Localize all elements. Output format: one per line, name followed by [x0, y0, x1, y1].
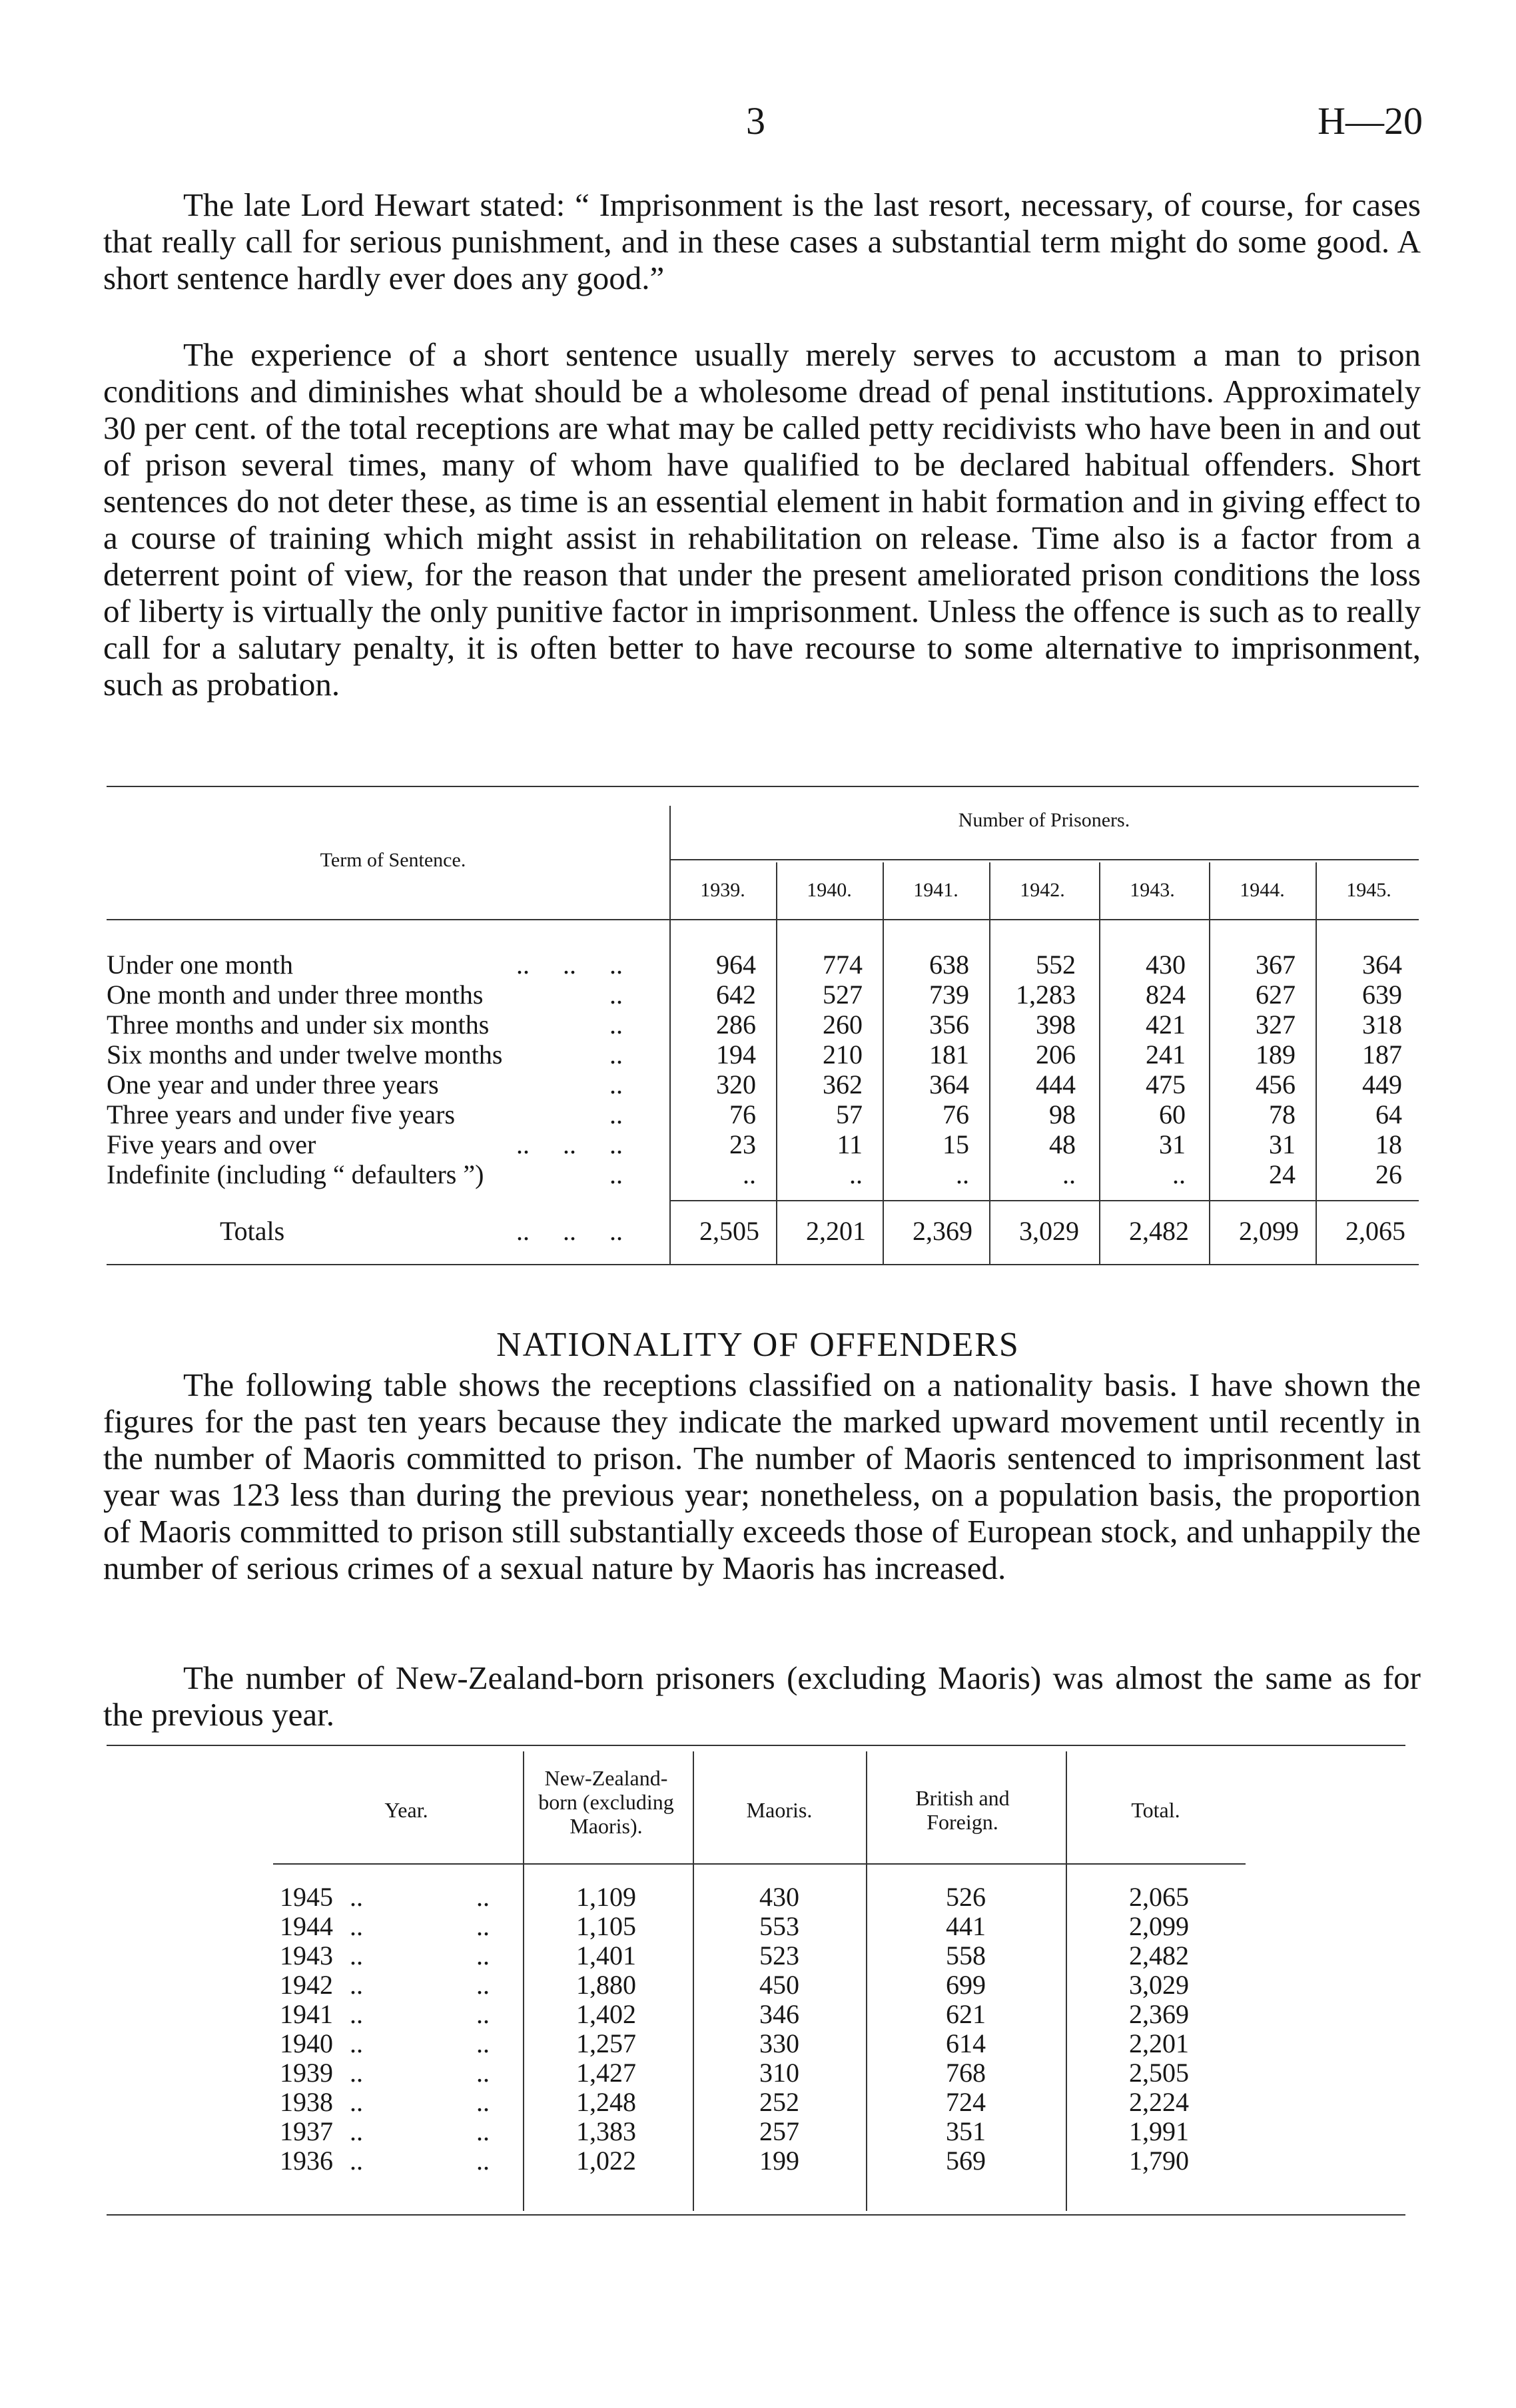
total-cell: 2,369	[1129, 1999, 1189, 2029]
report-code: H—20	[1318, 99, 1423, 143]
sentence-cell: 320	[716, 1069, 756, 1099]
sentence-row-label: One month and under three months	[107, 980, 484, 1010]
nz-born-cell: 1,022	[576, 2146, 636, 2176]
total-cell: 2,099	[1239, 1216, 1299, 1246]
sentence-cell: 60	[1159, 1099, 1186, 1129]
leader-dots: ..	[476, 2146, 490, 2176]
leader-dots: ..	[476, 2028, 490, 2058]
leader-dots: ..	[609, 980, 623, 1010]
leader-dots: ..	[476, 1911, 490, 1941]
nz-born-cell: 1,248	[576, 2087, 636, 2117]
sentence-cell: 627	[1256, 980, 1296, 1010]
column-divider	[1316, 862, 1317, 1265]
sentence-cell: 11	[837, 1129, 863, 1159]
header-nz-born-line: Maoris).	[569, 1814, 643, 1838]
sentence-cell: 475	[1146, 1069, 1186, 1099]
sentence-row-label: Three months and under six months	[107, 1010, 490, 1040]
total-cell: 3,029	[1019, 1216, 1079, 1246]
paragraph-short-sentence: The experience of a short sentence usually merely serves to accustom a man to prison conditions and diminishes what should be a wholesome dread of penal institutions. Approximately 30 per cent. of the total receptions are what may be called petty recidivists who have been in and out of prison several times, many of whom have qualified to be declared habitual offenders. Short sentences do not deter these, as time is an essential element in habit formation and in giving effect to a course of training which might assist in rehabilitation on release. Time also is a factor from a deterrent point of view, for the reason that under the present ameliorated prison conditions the loss of liberty is virtually the only punitive factor in imprisonment. Unless the offence is such as to really call for a salutary penalty, it is often better to have recourse to some alternative to imprisonment, such as probation.	[103, 336, 1421, 703]
sentence-row-label: One year and under three years	[107, 1069, 439, 1099]
sentence-cell: ..	[743, 1159, 756, 1189]
header-british-line: Foreign.	[927, 1810, 998, 1834]
british-cell: 526	[946, 1882, 986, 1912]
sentence-row-label: Under one month	[107, 950, 293, 980]
leader-dots: ..	[476, 2116, 490, 2146]
sentence-cell: 15	[943, 1129, 969, 1159]
sentence-cell: 24	[1269, 1159, 1296, 1189]
year-header: 1943.	[1130, 879, 1175, 901]
leader-dots: ..	[350, 1999, 363, 2029]
total-cell: 2,099	[1129, 1911, 1189, 1941]
total-cell: 2,482	[1129, 1216, 1189, 1246]
year-label: 1945	[280, 1882, 333, 1912]
sentence-row-label: Indefinite (including “ defaulters ”)	[107, 1159, 484, 1189]
year-header: 1945.	[1346, 879, 1391, 901]
sentence-cell: 456	[1256, 1069, 1296, 1099]
sentence-cell: 189	[1256, 1040, 1296, 1069]
british-cell: 569	[946, 2146, 986, 2176]
maori-cell: 523	[759, 1941, 799, 1970]
year-label: 1939	[280, 2058, 333, 2088]
leader-dots: ..	[476, 2087, 490, 2117]
sentence-cell: 18	[1375, 1129, 1402, 1159]
sentence-cell: 824	[1146, 980, 1186, 1010]
sentence-cell: 552	[1036, 950, 1076, 980]
totals-label: Totals	[220, 1216, 285, 1246]
maori-cell: 430	[759, 1882, 799, 1912]
maori-cell: 199	[759, 2146, 799, 2176]
leader-dots: .. .. ..	[516, 1129, 623, 1159]
leader-dots: ..	[350, 1882, 363, 1912]
header-year: Year.	[384, 1798, 428, 1822]
maori-cell: 346	[759, 1999, 799, 2029]
term-header: Term of Sentence.	[320, 849, 466, 871]
sentence-cell: 98	[1049, 1099, 1076, 1129]
total-cell: 2,505	[1129, 2058, 1189, 2088]
paragraph-nz-born: The number of New-Zealand-born prisoners (excluding Maoris) was almost the same as for the previous year.	[103, 1659, 1421, 1733]
leader-dots: ..	[350, 1941, 363, 1970]
sentence-cell: 327	[1256, 1010, 1296, 1040]
maori-cell: 252	[759, 2087, 799, 2117]
leader-dots: ..	[609, 1040, 623, 1069]
leader-dots: ..	[476, 1970, 490, 2000]
sentence-cell: 1,283	[1016, 980, 1076, 1010]
paragraph-nationality: The following table shows the receptions classified on a nationality basis. I have shown the figures for the past ten years because they indicate the marked upward movement until recently in the number of Maoris committed to prison. The number of Maoris sentenced to imprisonment last year was 123 less than during the previous year; nonetheless, on a population basis, the proportion of Maoris committed to prison still substantially exceeds those of European stock, and unhappily the number of serious crimes of a sexual nature by Maoris has increased.	[103, 1366, 1421, 1586]
sentence-row-label: Six months and under twelve months	[107, 1040, 503, 1069]
total-cell: 2,482	[1129, 1941, 1189, 1970]
nz-born-cell: 1,105	[576, 1911, 636, 1941]
leader-dots: ..	[350, 2146, 363, 2176]
british-cell: 441	[946, 1911, 986, 1941]
sentence-cell: 76	[943, 1099, 969, 1129]
british-cell: 351	[946, 2116, 986, 2146]
header-nz-born-line: born (excluding	[538, 1790, 674, 1814]
leader-dots: ..	[609, 1159, 623, 1189]
total-cell: 3,029	[1129, 1970, 1189, 2000]
column-divider	[1099, 862, 1100, 1265]
leader-dots: ..	[350, 2087, 363, 2117]
year-header: 1941.	[913, 879, 958, 901]
sentence-cell: ..	[849, 1159, 863, 1189]
sentence-table	[107, 786, 1419, 1265]
sentence-cell: 367	[1256, 950, 1296, 980]
year-header: 1940.	[807, 879, 852, 901]
leader-dots: ..	[350, 2116, 363, 2146]
header-total: Total.	[1131, 1798, 1180, 1822]
british-cell: 558	[946, 1941, 986, 1970]
year-label: 1942	[280, 1970, 333, 2000]
sentence-cell: 398	[1036, 1010, 1076, 1040]
sentence-cell: 48	[1049, 1129, 1076, 1159]
sentence-cell: ..	[1062, 1159, 1076, 1189]
leader-dots: ..	[350, 1911, 363, 1941]
sentence-cell: 430	[1146, 950, 1186, 980]
column-divider	[883, 862, 884, 1265]
leader-dots: ..	[476, 1882, 490, 1912]
leader-dots: ..	[350, 2028, 363, 2058]
leader-dots: .. .. ..	[516, 950, 623, 980]
sentence-cell: 206	[1036, 1040, 1076, 1069]
header-british	[873, 1786, 1052, 1834]
leader-dots: ..	[476, 2058, 490, 2088]
sentence-cell: 64	[1375, 1099, 1402, 1129]
leader-dots: ..	[350, 1970, 363, 2000]
total-cell: 2,201	[806, 1216, 866, 1246]
maori-cell: 310	[759, 2058, 799, 2088]
sentence-row-label: Five years and over	[107, 1129, 316, 1159]
british-cell: 614	[946, 2028, 986, 2058]
total-cell: 2,065	[1129, 1882, 1189, 1912]
header-nz-born-line: New-Zealand-	[544, 1766, 668, 1790]
sentence-cell: 527	[823, 980, 863, 1010]
sentence-cell: 639	[1362, 980, 1402, 1010]
sentence-cell: 23	[729, 1129, 756, 1159]
sentence-cell: 76	[729, 1099, 756, 1129]
sentence-cell: 241	[1146, 1040, 1186, 1069]
british-cell: 621	[946, 1999, 986, 2029]
leader-dots: .. .. ..	[516, 1216, 623, 1246]
year-header: 1939.	[700, 879, 745, 901]
total-cell: 2,201	[1129, 2028, 1189, 2058]
year-label: 1938	[280, 2087, 333, 2117]
year-label: 1944	[280, 1911, 333, 1941]
leader-dots: ..	[609, 1010, 623, 1040]
sentence-cell: 31	[1269, 1129, 1296, 1159]
nz-born-cell: 1,427	[576, 2058, 636, 2088]
sentence-cell: 187	[1362, 1040, 1402, 1069]
sentence-cell: 774	[823, 950, 863, 980]
column-divider	[1209, 862, 1210, 1265]
leader-dots: ..	[609, 1069, 623, 1099]
sentence-cell: ..	[956, 1159, 969, 1189]
year-label: 1941	[280, 1999, 333, 2029]
sentence-cell: 421	[1146, 1010, 1186, 1040]
column-divider	[776, 862, 777, 1265]
year-header: 1944.	[1240, 879, 1285, 901]
sentence-cell: 210	[823, 1040, 863, 1069]
british-cell: 699	[946, 1970, 986, 2000]
total-cell: 2,369	[913, 1216, 972, 1246]
nz-born-cell: 1,383	[576, 2116, 636, 2146]
sentence-cell: 356	[929, 1010, 969, 1040]
sentence-cell: 638	[929, 950, 969, 980]
maori-cell: 330	[759, 2028, 799, 2058]
sentence-cell: 444	[1036, 1069, 1076, 1099]
year-label: 1943	[280, 1941, 333, 1970]
leader-dots: ..	[476, 1941, 490, 1970]
page-number: 3	[746, 99, 765, 143]
year-label: 1936	[280, 2146, 333, 2176]
sentence-cell: 57	[836, 1099, 863, 1129]
header-british-line: British and	[915, 1786, 1010, 1810]
total-cell: 2,505	[699, 1216, 759, 1246]
sentence-cell: 739	[929, 980, 969, 1010]
nationality-table	[273, 1745, 1246, 2218]
total-cell: 2,224	[1129, 2087, 1189, 2117]
sentence-cell: 364	[929, 1069, 969, 1099]
leader-dots: ..	[476, 1999, 490, 2029]
sentence-cell: 964	[716, 950, 756, 980]
nz-born-cell: 1,257	[576, 2028, 636, 2058]
sentence-row-label: Three years and under five years	[107, 1099, 456, 1129]
leader-dots: ..	[350, 2058, 363, 2088]
year-label: 1940	[280, 2028, 333, 2058]
sentence-cell: 364	[1362, 950, 1402, 980]
nz-born-cell: 1,401	[576, 1941, 636, 1970]
sentence-cell: 286	[716, 1010, 756, 1040]
maori-cell: 450	[759, 1970, 799, 2000]
total-cell: 1,790	[1129, 2146, 1189, 2176]
sentence-cell: 260	[823, 1010, 863, 1040]
header-nz-born	[526, 1766, 686, 1838]
nz-born-cell: 1,880	[576, 1970, 636, 2000]
section-heading: NATIONALITY OF OFFENDERS	[496, 1326, 1020, 1364]
sentence-cell: 449	[1362, 1069, 1402, 1099]
maori-cell: 257	[759, 2116, 799, 2146]
sentence-cell: 318	[1362, 1010, 1402, 1040]
paragraph-hewart-quote: The late Lord Hewart stated: “ Imprisonment is the last resort, necessary, of course, for cases that really call for serious punishment, and in these cases a substantial term might do some good. A short sentence hardly ever does any good.”	[103, 186, 1421, 296]
sentence-cell: 31	[1159, 1129, 1186, 1159]
year-label: 1937	[280, 2116, 333, 2146]
sentence-cell: 181	[929, 1040, 969, 1069]
total-cell: 1,991	[1129, 2116, 1189, 2146]
year-header: 1942.	[1020, 879, 1065, 901]
sentence-cell: 362	[823, 1069, 863, 1099]
header-maoris: Maoris.	[746, 1798, 813, 1822]
british-cell: 768	[946, 2058, 986, 2088]
maori-cell: 553	[759, 1911, 799, 1941]
sentence-cell: 642	[716, 980, 756, 1010]
column-divider	[989, 862, 990, 1265]
total-cell: 2,065	[1345, 1216, 1405, 1246]
nz-born-cell: 1,109	[576, 1882, 636, 1912]
sentence-cell: 194	[716, 1040, 756, 1069]
sentence-cell: 78	[1269, 1099, 1296, 1129]
sentence-cell: 26	[1375, 1159, 1402, 1189]
british-cell: 724	[946, 2087, 986, 2117]
leader-dots: ..	[609, 1099, 623, 1129]
group-header: Number of Prisoners.	[958, 809, 1130, 831]
sentence-cell: ..	[1172, 1159, 1186, 1189]
nz-born-cell: 1,402	[576, 1999, 636, 2029]
